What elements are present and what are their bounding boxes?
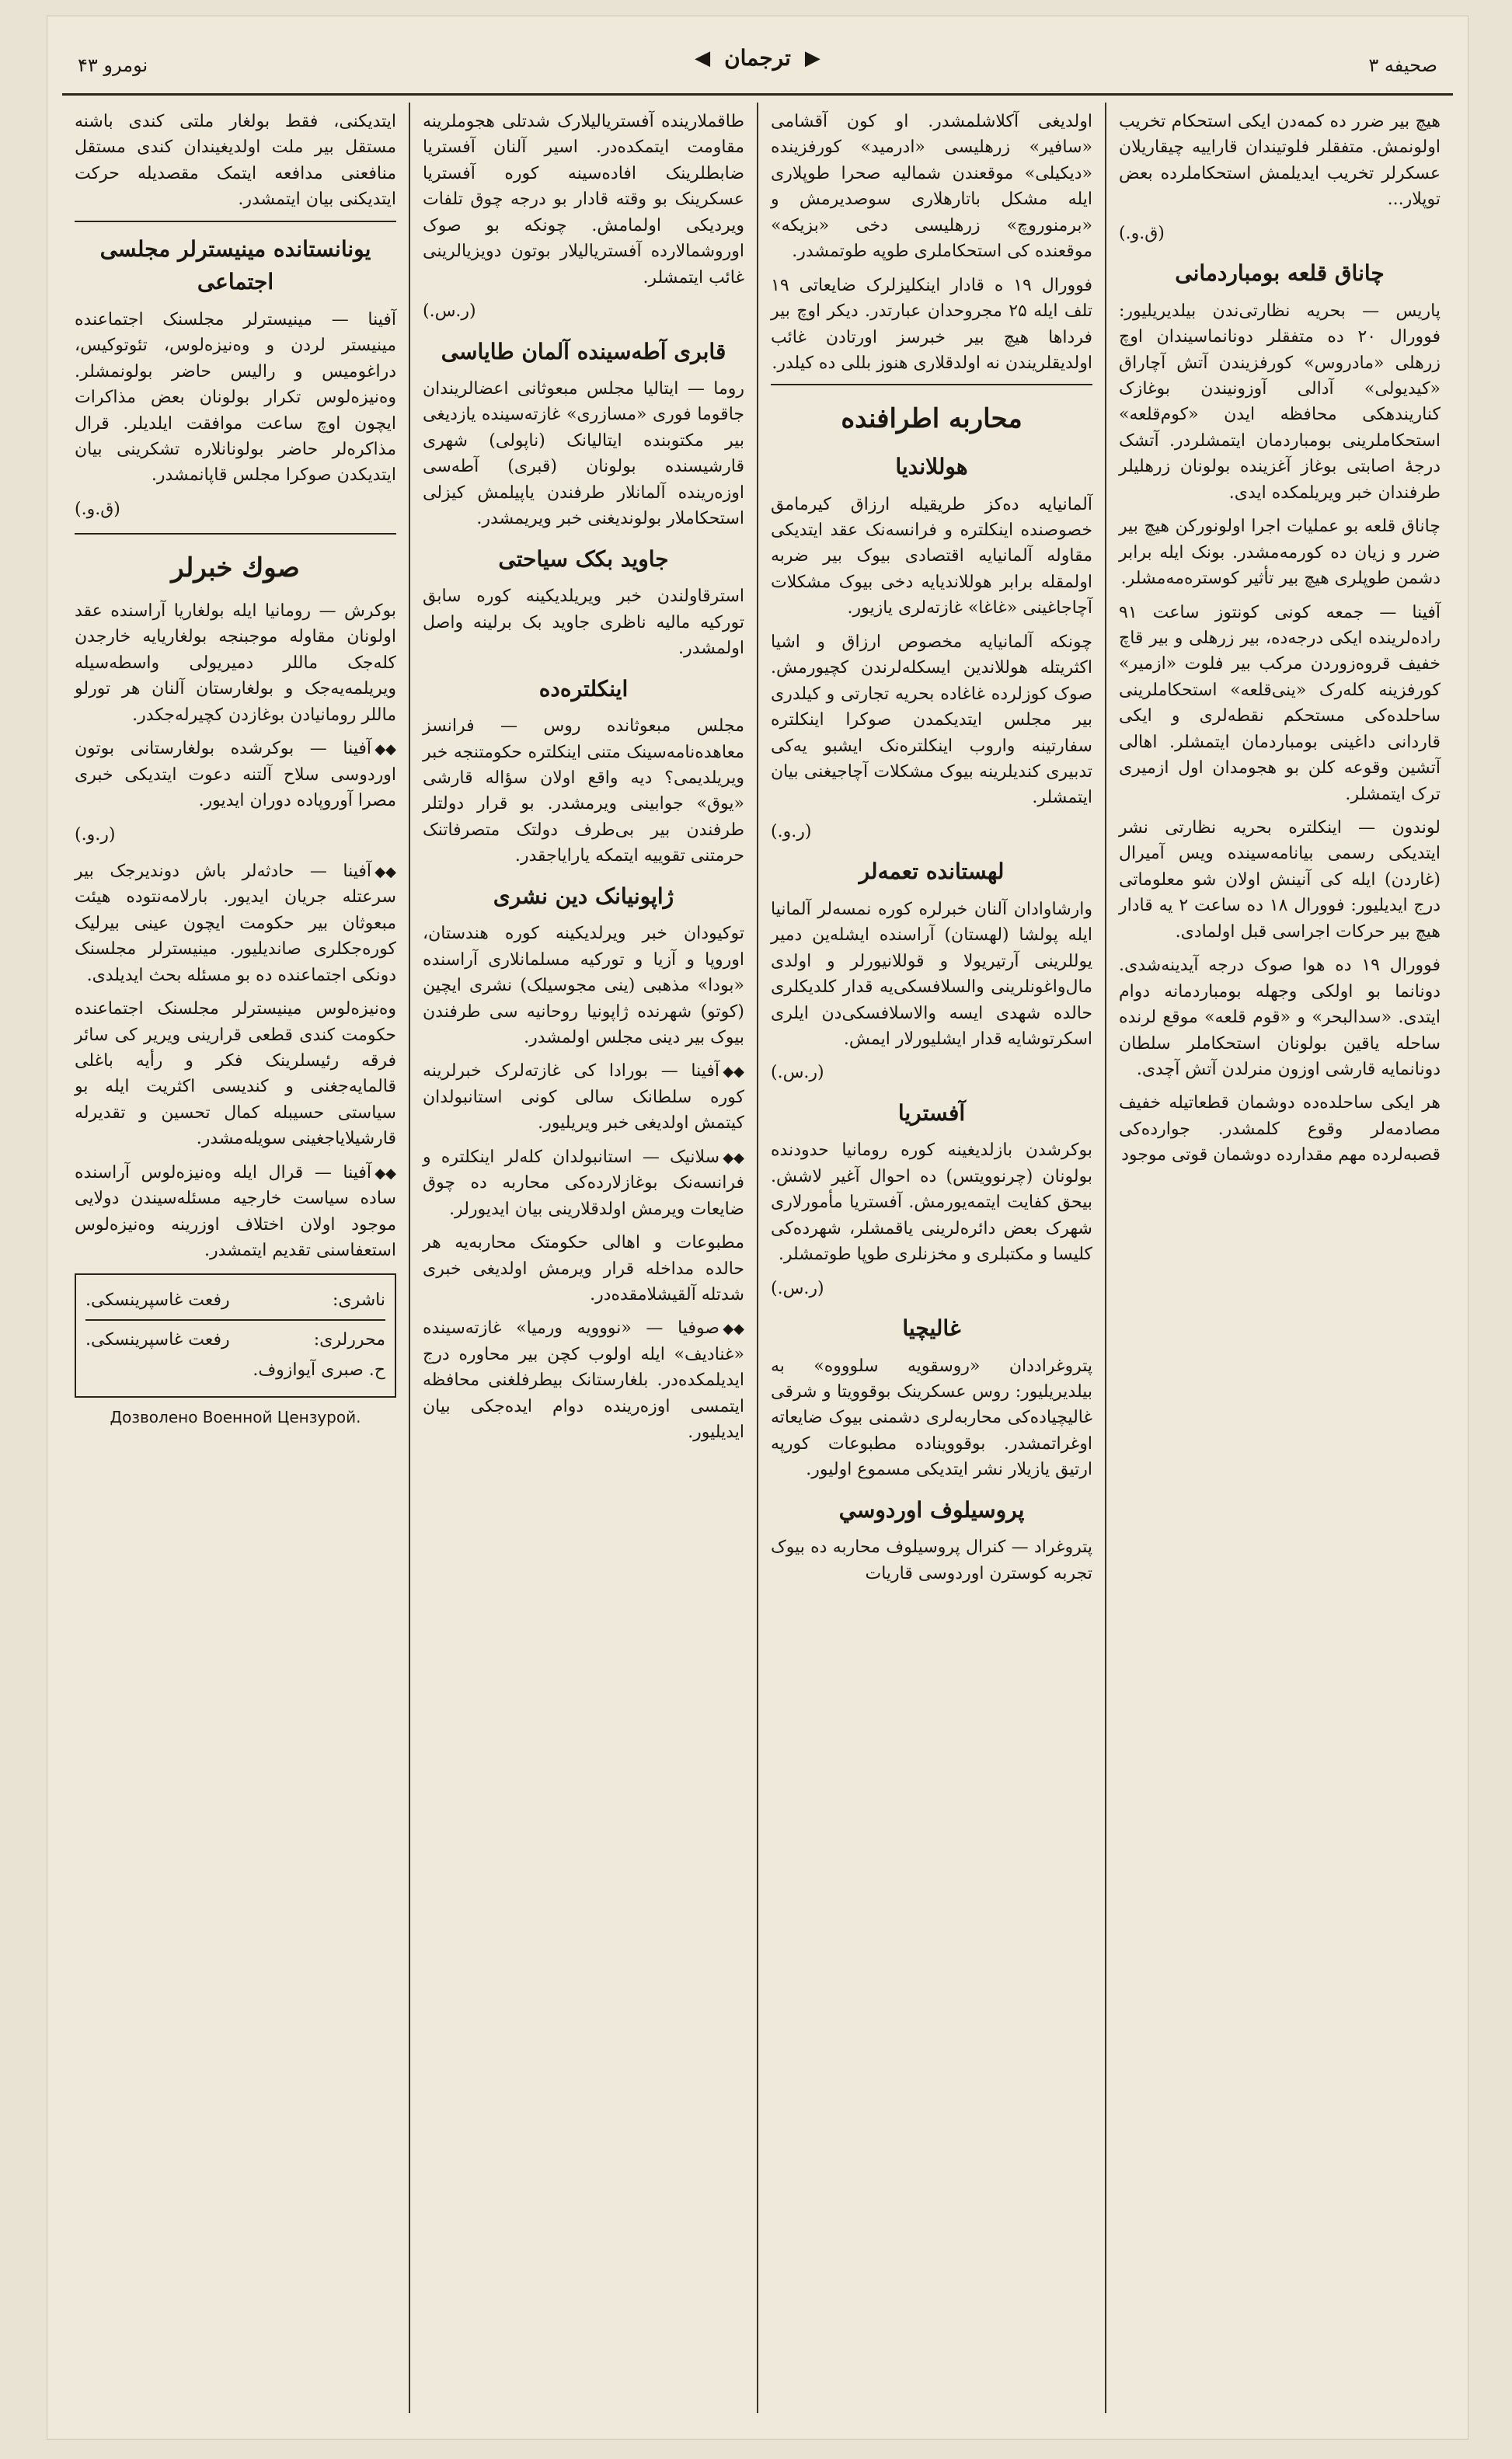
page-number-label: صحيفه ۳ [1368, 54, 1437, 76]
article-heading: قابری آطه‌سینده آلمان طایاسی [441, 338, 726, 364]
signature: (ق.و.) [75, 499, 120, 519]
editor-name: رفعت غاسپرینسکی. [85, 1329, 230, 1350]
signature: (ر.س.) [771, 1278, 824, 1298]
article-text [75, 1160, 396, 1264]
news-bullet-icon: ◆◆ [375, 1165, 396, 1182]
article-text: چاناق قلعه بو عملیات اجرا اولونورکن هیچ بیر ضرر و زیان ده کورمه‌مشدر. بونک ایله برابر دشمن طوپلری هیچ بیر تأثیر کوستره‌مه‌مشلر. [1119, 517, 1441, 589]
censor-note: Дозволено Военной Цензурой. [110, 1407, 361, 1426]
article-text: هر ایکی ساحلده‌ده دوشمان قطعاتیله خفیف مصادمه‌لر وقوع کلمشدر. جوارده‌کی قصبه‌لرده مهم مقدارده دوشمان قوتی موجود [1119, 1093, 1441, 1165]
section-heading: صوك خبرلر [171, 552, 300, 584]
news-item-text: آفینا — بوکرشده بولغارستانی بوتون اوردوسی سلاح آلتنه دعوت ایتدیکی خبری مصرا آوروپاده دوران ایدیور. [75, 739, 396, 811]
article-heading: ژاپونیانک دین نشری [493, 883, 674, 909]
imprint-box [75, 1273, 396, 1398]
article-text: لوندون — اینکلتره بحریه نظارتی نشر ایتدیکی رسمی بیانامه‌سینده ویس آمیرال (غاردن) ایله کی آنینش اولان شو معلوماتی درج ایدیلیور: فوورال ۱۸ ده ساعت ۲ یه قادار هیچ بیر حرکات اجراسی قبل اولمادی. [1119, 818, 1441, 942]
article-text: وارشاوادان آلنان خبرلره کوره نمسه‌لر آلمانیا ایله پولشا (لهستان) آراسنده ایشله‌ین دمیر یوللرینی آرتیریولا و قوللانیورلر و اولدی مال‌واغونلرینی والسلافسکی‌یه قدار کلدیکلری حالده شهدی ایسه‌ والاسلافسکی‌دن ایلری اسکرتوشایه قدار ایشلیورلار ایمش. [771, 899, 1092, 1050]
columns-container [62, 103, 1453, 2413]
signature: (ر.س.) [771, 1063, 824, 1083]
article-heading: جاوید بکک سیاحتی [498, 545, 669, 572]
editors-line-2 [85, 1357, 385, 1383]
article-text: ایتدیکنی، فقط بولغار ملتی کندی باشنه مستقل بیر ملت اولدیغیندان کندی مستقل منافعنی مدافعه ایتمک مقصدیله حرکت ایتدیکنی بیان ایتمشدر. [75, 112, 396, 210]
article-text [423, 1058, 744, 1136]
article-heading: آفستريا [897, 1099, 966, 1126]
right-arrow-icon: ▶ [804, 46, 820, 70]
article-text: پاریس — بحریه نظارتی‌ندن بیلدیریلیور: فوورال ۲۰ ده متفقلر دونانماسیندان اوچ زرهلی «مادروس» کورفزیندن آتش آچاراق «کیدیولی» آدالی آوزونیندن بوغازک کناریندهکی محافظه ایدن «کوم‌قلعه» استحکاملرینی بومباردمان ایتمشلردر. آتشک درجهٔ اصابتی بوغاز آغزینده بولونان زرهلیلر طرفندان خبر ویریلمکده ایدی. [1119, 301, 1441, 503]
article-heading: غاليچيا [902, 1315, 961, 1342]
article-text: فوورال ۱۹ ده هوا صوک درجه آیدینه‌شدی. دونانما بو اولکی وجهله بومباردمانه دوام ایتدی. «سدالبحر» و «قوم قلعه» موقع لرنده ساحله یاقین بولونان استحکاملر سلطان دونانمایه قارشی اوزون منرلدن آتش آچدی. [1119, 956, 1441, 1079]
editor-name: ح. صبری آیوازوف. [253, 1360, 385, 1381]
article-text: استرقاولندن خبر ویریلدیکینه کوره سابق تورکیه مالیه ناظری جاوید بک برلینه واصل اولمشدر. [423, 587, 744, 659]
article-heading: پروسيلوف اوردوسي [838, 1496, 1025, 1523]
article-text: مطبوعات و اهالی حکومتک محاربه‌یه هر حالده مداخله قرار ویرمش اولدیغی خبری شدتله آلقیشلامقده‌در. [423, 1233, 744, 1304]
publisher-label: ناشری: [332, 1290, 385, 1310]
article-text: آلمانيايه ده‌کز طريقيله ارزاق کیرمامق خصوصنده اینکلتره و فرانسه‌نک عقد ایتدیکی مقاوله آلمانیایه اقتصادی بیوک بیر ضربه اولمقله برابر هوللاندیایه دخی بیوک مشکلات آچاجاغینی «غاغا» غازته‌لری یازیور. [771, 494, 1092, 618]
article-text: آفینا — جمعه کونی کونتوز ساعت ۹۱ راده‌لرینده ایکی درجه‌ده، بیر زرهلی و بیر قاچ خفیف قروه‌زوردن مرکب بیر فلوت «ازمیر» کورفزینه کله‌رک «ینی‌قلعه» استحکاملرینی ساحلده‌کی مستحکم نقطه‌لری و ایکی قاردانی داغینی بومباردمان ایتمشلر. اهالی آتشین وقوعه کلن بو هجومدان اول ازمیری ترک ایتمشلر. [1119, 602, 1441, 804]
news-item-text: صوفیا — «نووویه ورمیا» غازته‌سینده «غنادیف» ایله اولوب کچن بیر محاوره درج ایدیلمکده‌در. بلغارستانک بیطرفلغنی محافظه ایتمسی اوزه‌رینده دوام ایده‌جکی بیان ایدیلیور. [423, 1318, 744, 1443]
left-arrow-icon: ◀ [695, 46, 711, 70]
article-text: آفینا — مینیسترلر مجلسنک اجتماعنده مینیستر لردن و وه‌نیزه‌لوس، تئوتوکیس، دراغومیس و رالیس حاضر بولونمشلر. وه‌نیزه‌لوس تکرار بولونان بعض مذاکرات ایچون اوچ ساعت موافقت ایلدیلر. قرال مذاکره‌لر حاضر بولونانلاره تشکرینی بیان ایتدیکدن صوکرا مجلس قاپانمشدر. [75, 309, 396, 486]
publisher-line [85, 1287, 385, 1313]
article-heading: یونانستانده مینیسترلر مجلسی اجتماعی [99, 235, 371, 295]
signature: (ر.و.) [771, 821, 812, 841]
section-heading: محاربه اطرافنده [841, 403, 1023, 435]
news-item-text: آفینا — حادثه‌لر باش دوندیرجک بیر سرعتله جریان ایدیور. بارلامه‌نتوده هیئت مبعوثان بیر حکومت ایچون عینی بیرلیک کوره‌جکلری صاندیلیور. مینیسترلر مجلسنک دونکی اجتماعنده ده بو مسئله بحث ایدیلدی. [75, 861, 396, 985]
article-text: طاقملارینده آفستریالیلارک شدتلی هجوملرینه مقاومت ایتمکده‌در. اسیر آلنان آفستریا ضابطلرینک افاده‌سینه کوره آفستریا عسکرینک بو وقته قادار بو درجه چوق تلفات ویردیکی اولمامش. چونکه بو صوک اوروشمالارده آفستریالیلار بوتون دویزیالرینی غائب ایتمشلر. [423, 112, 744, 287]
article-text: پتروغراددان «روسقویه سلوووه» به بیلدیریلیور: روس عسکرینک بوقوویتا و شرقی غالیچیاده‌کی محاربه‌لری دشمنی بیوک ضایعاته اوغراتمشدر. بوقوویناده مطبوعات کورپه ارتیق یازیلار نشر ایتدیکی مسمو‌ع اولیور. [771, 1356, 1092, 1480]
signature: (ق.و.) [1119, 223, 1165, 243]
article-text: چونکه آلمانیایه مخصوص ارزاق و اشیا اکثریتله هوللاندین ایسکله‌لرندن کچیورمش. صوک کوزلرده غاغاده بحریه تجارتی و کیلدری بیر مجلس ایتدیکمدن صوکرا اینکلتره سفارتینه واروب اینکلتره‌نک ایشبو یه‌کی تدبیری کندیلرینه بیوک مشکلات آچاجیغنی بیان ایتمشلر. [771, 632, 1092, 808]
article-text: توکیودان خبر ویرلدیکینه کوره هندستان، اوروپا و آزیا و تورکیه مسلمانلاری آراسنده «بودا» مذهبی (ینی مجوسیلک) نشری ایچین (کوتو) شهرنده ژاپونیا روحانیه‌ سی طرفندن بیوک بیر دینی مجلس اولمشدر. [423, 924, 744, 1047]
article-heading: اینکلتره‌ده [538, 675, 629, 702]
masthead-title [695, 45, 820, 71]
article-text: بوکرشدن بازلدیغینه کوره رومانیا حدودنده بولونان (چرنوویتس) ده احوال آغیر لاشش. بیحق کفایت ایتمه‌یورمش. آفستریا مأمورلاری شهرک بعض دائره‌لرینی یاقمشلر، شهرده‌کی کلیسا و مکتبلری و مخزنلری طوپا طوتمشلر. [771, 1141, 1092, 1265]
article-text: مجلس مبعوثانده روس — فرانسز معاهده‌نامه‌سینک متنی اینکلتره حکومتنجه خبر ویریلدیمی؟ دیه واقع اولان سؤاله قارشی «یوق» جوابینی ویرمشدر. بو قرار دولتلر طرفندن بیر بی‌طرف دولتک متصرفاتنک حرمتنی تقوییه ایتمکه یارایاجقدر. [423, 716, 744, 866]
news-bullet-icon: ◆◆ [375, 741, 396, 758]
column-1 [1105, 103, 1453, 2413]
signature: (ر.و.) [75, 824, 116, 845]
news-item-text: سلانیک — استانبولدان کله‌لر اینکلتره و فرانسه‌نک بوغازلارده‌کی محاربه ده چوق ضایعات ویرمش اولدقلارینی بیان ایدیورلر. [423, 1147, 744, 1219]
news-bullet-icon: ◆◆ [375, 863, 396, 880]
signature: (ر.س.) [423, 301, 476, 322]
article-heading: چاناق قلعه بومباردمانی [1175, 260, 1385, 287]
article-text: هیچ بیر ضرر ده کمه‌دن ایکی استحکام تخریب اولونمش. متفقلر فلوتیندان قاراییه چیقاریلان عسکرلر تخریب ایدیلمش استحکاملرده بعض توپلار... [1119, 112, 1441, 210]
news-bullet-icon: ◆◆ [723, 1064, 744, 1081]
issue-number-label: نومرو ۴۳ [78, 54, 148, 76]
column-4 [62, 103, 409, 2413]
article-text [423, 1315, 744, 1445]
article-text [75, 736, 396, 813]
column-2 [757, 103, 1105, 2413]
column-3 [409, 103, 757, 2413]
news-bullet-icon: ◆◆ [723, 1149, 744, 1166]
article-text: پتروغراد — کنرال پروسیلوف محاربه ده‌ بیوک تجربه کوسترن اوردوسی قاریات [771, 1538, 1092, 1583]
page-header [47, 23, 1468, 85]
section-divider [75, 533, 396, 535]
section-divider [771, 384, 1092, 385]
article-text [75, 859, 396, 988]
article-heading: لهستانده تعمه‌لر [859, 859, 1005, 885]
header-rule [62, 93, 1453, 96]
article-heading: هوللانديا [895, 454, 968, 480]
editors-label: محررلری: [313, 1329, 385, 1350]
newspaper-title: ترجمان [724, 45, 791, 71]
newspaper-page [47, 16, 1468, 2440]
section-divider [75, 221, 396, 222]
article-text: روما — ایتالیا مجلس مبعوثانی اعضالریندان جاقوما فوری «مسازری» غازته‌سینده یازدیغی بیر مکتوبنده ایتالیانک (ناپولی) شهری قارشیسنده بولونان (قبری) آطه‌سی اوزه‌رینده آلمانلار طرفندن یاپیلمش کیزلی استحکاملار بولوندیغنی خبر ویریمشدر. [423, 379, 744, 529]
article-text: وه‌نیزه‌لوس مینیسترلر مجلسنک اجتماعنده حکومت کندی قطعی قرارینی ویریر کی سائر فرقه رئیسلرینک فکر و رأیه باغلی قالمایه‌جغنی و کندیسی اکثریت ایله بو سیاستی حسیبله کمال تحسین و تقدیرله قارشیلایاجغینی سویله‌مشدر. [75, 999, 396, 1149]
editors-line [85, 1327, 385, 1353]
news-item-text: آفینا — قرال ایله وه‌نیزه‌لوس آراسنده ساده سیاست خارجیه مسئله‌سیندن دولایی موجود اولان اختلاف اوزرینه وه‌نیزه‌لوس استعفاسنی تقدیم ایتمشدر. [75, 1162, 396, 1261]
publisher-name: رفعت غاسپرینسکی. [85, 1290, 230, 1310]
news-item-text: آفینا — بورادا کی غازته‌لرک خبرلرینه کوره سلطانک سالی کونی استانبولدان کیتمش اولدیغی خبر ویریلیور. [423, 1061, 744, 1134]
article-text: بوکرش — رومانیا ایله بولغاریا آراسنده عقد اولونان مقاوله موجبنجه بولغاریایه خارجدن کله‌جک ماللر دمیریولی واسطه‌سیله ویریلمه‌یه‌جک و بولغارستان آلنان هر تورلو ماللر رومانیادن بوغازدن کچیرله‌جکدر. [75, 601, 396, 725]
imprint-divider [85, 1319, 385, 1321]
article-text: اولدیغی آکلاشلمشدر. او کون آقشامی «سافیر» زرهلیسی «ادرمید» کورفزینده «دیکیلی» موقعندن شمالیه صحرا طوپلاری ایله مشکل باتارهلاری سوصدیرمش و «برمنوروچ» زرهلیسی دخی «بزیکه» موقعنده کی استحکاملری طوپه طوتمشدر. [771, 112, 1092, 262]
article-text: فوورال ۱۹ ه قادار اینکلیزلرک ضایعاتی ۱۹ تلف ایله ۲۵ مجروحدان عبارتدر. دیکر اوچ بیر فرداها هیچ بیر خبرسز اورتادن غائب اولدیقلریندن نه اولدقلاری هنوز بللی ده کیلدر. [771, 275, 1092, 373]
article-text [423, 1144, 744, 1222]
news-bullet-icon: ◆◆ [723, 1321, 744, 1338]
